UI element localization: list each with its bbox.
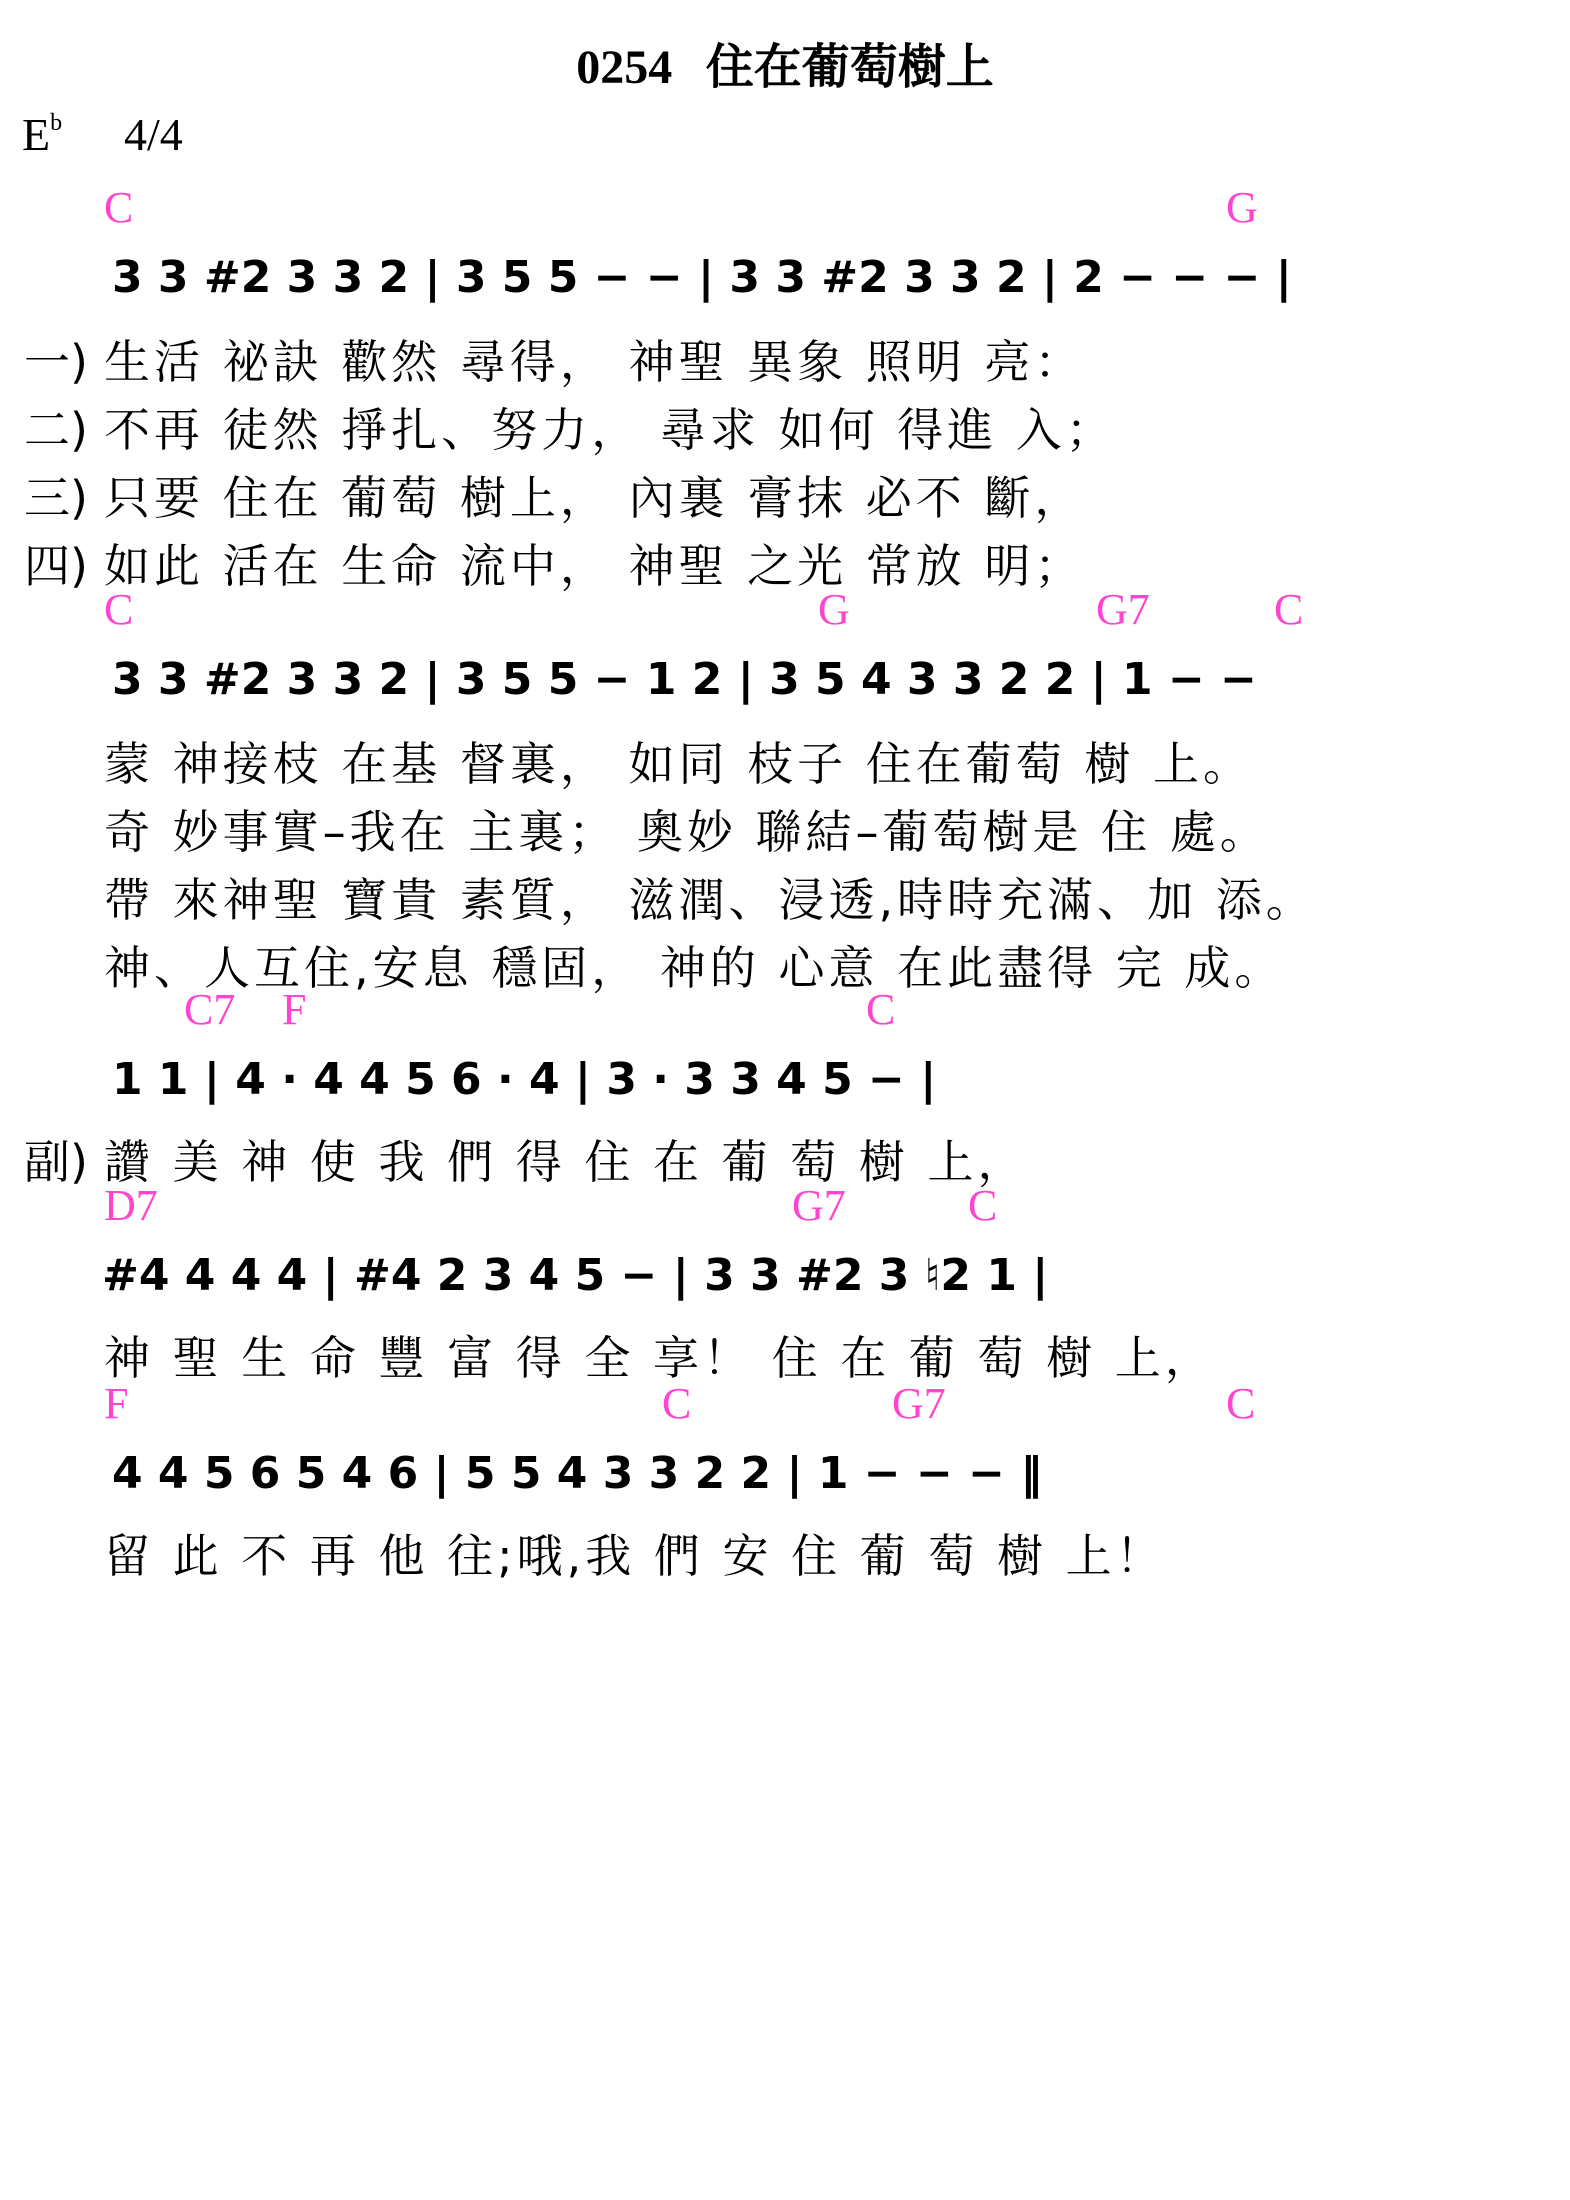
- chord-label: C: [104, 585, 134, 634]
- chorus-lyric: 留 此 不 再 他 往;哦,我 們 安 住 葡 萄 樹 上！: [104, 1529, 1166, 1583]
- chorus-lyric: 神 聖 生 命 豐 富 得 全 享！ 住 在 葡 萄 樹 上，: [104, 1331, 1215, 1385]
- chord-label: C: [1226, 1379, 1256, 1428]
- chord-label: G7: [1096, 585, 1150, 634]
- chord-label: F: [104, 1379, 129, 1428]
- hymn-number: 0254: [576, 41, 673, 94]
- chord-label: G: [1226, 183, 1258, 232]
- verse-lyric: 帶 來神聖 寶貴 素質， 滋潤、浸透,時時充滿、加 添。: [104, 873, 1316, 927]
- verse-lyric: 神、人互住,安息 穩固， 神的 心意 在此盡得 完 成。: [104, 941, 1285, 995]
- chord-label: C: [1274, 585, 1304, 634]
- verse-lyric: 如此 活在 生命 流中， 神聖 之光 常放 明；: [104, 539, 1085, 593]
- notation-line-2: 3 3 #2 3 3 2 | 3 5 5 − 1 2 | 3 5 4 3 3 2 2 | 1 − −: [112, 654, 1258, 705]
- notation-line-1: 3 3 #2 3 3 2 | 3 5 5 − − | 3 3 #2 3 3 2 | 2 − − − |: [112, 252, 1292, 303]
- verse-lyric: 生活 祕訣 歡然 尋得， 神聖 異象 照明 亮：: [104, 335, 1085, 389]
- chord-label: C: [866, 985, 896, 1034]
- notation-line-4: #4 4 4 4 | #4 2 3 4 5 − | 3 3 #2 3 ♮2 1 |: [102, 1250, 1049, 1301]
- notation-line-5: 4 4 5 6 5 4 6 | 5 5 4 3 3 2 2 | 1 − − − ‖: [112, 1448, 1043, 1499]
- verse-lyric: 不再 徒然 掙扎、努力， 尋求 如何 得進 入；: [104, 403, 1116, 457]
- chorus-marker: 副): [24, 1135, 88, 1189]
- verse-lyric: 奇 妙事實–我在 主裏； 奧妙 聯結–葡萄樹是 住 處。: [104, 805, 1270, 859]
- verse-marker: 四): [24, 539, 88, 593]
- verse-marker: 二): [24, 403, 88, 457]
- chord-label: F: [282, 985, 307, 1034]
- verse-lyric: 蒙 神接枝 在基 督裏， 如同 枝子 住在葡萄 樹 上。: [104, 737, 1253, 791]
- hymn-title: [0, 28, 1570, 97]
- chorus-lyric: 讚 美 神 使 我 們 得 住 在 葡 萄 樹 上，: [104, 1135, 1028, 1189]
- chord-label: G7: [892, 1379, 946, 1428]
- chord-label: C: [968, 1181, 998, 1230]
- hymn-name: 住在葡萄樹上: [705, 39, 994, 95]
- chord-label: C7: [184, 985, 236, 1034]
- chord-label: D7: [104, 1181, 158, 1230]
- notation-line-3: 1 1 | 4 · 4 4 5 6 · 4 | 3 · 3 3 4 5 − |: [112, 1054, 937, 1105]
- time-signature: 4/4: [124, 109, 183, 160]
- verse-lyric: 只要 住在 葡萄 樹上， 內裏 膏抹 必不 斷，: [104, 471, 1085, 525]
- key-signature: $E^b$: [22, 109, 63, 160]
- chord-label: C: [662, 1379, 692, 1428]
- chord-label: G: [818, 585, 850, 634]
- verse-marker: 三): [24, 471, 88, 525]
- chord-label: C: [104, 183, 134, 232]
- chord-label: G7: [792, 1181, 846, 1230]
- verse-marker: 一): [24, 335, 88, 389]
